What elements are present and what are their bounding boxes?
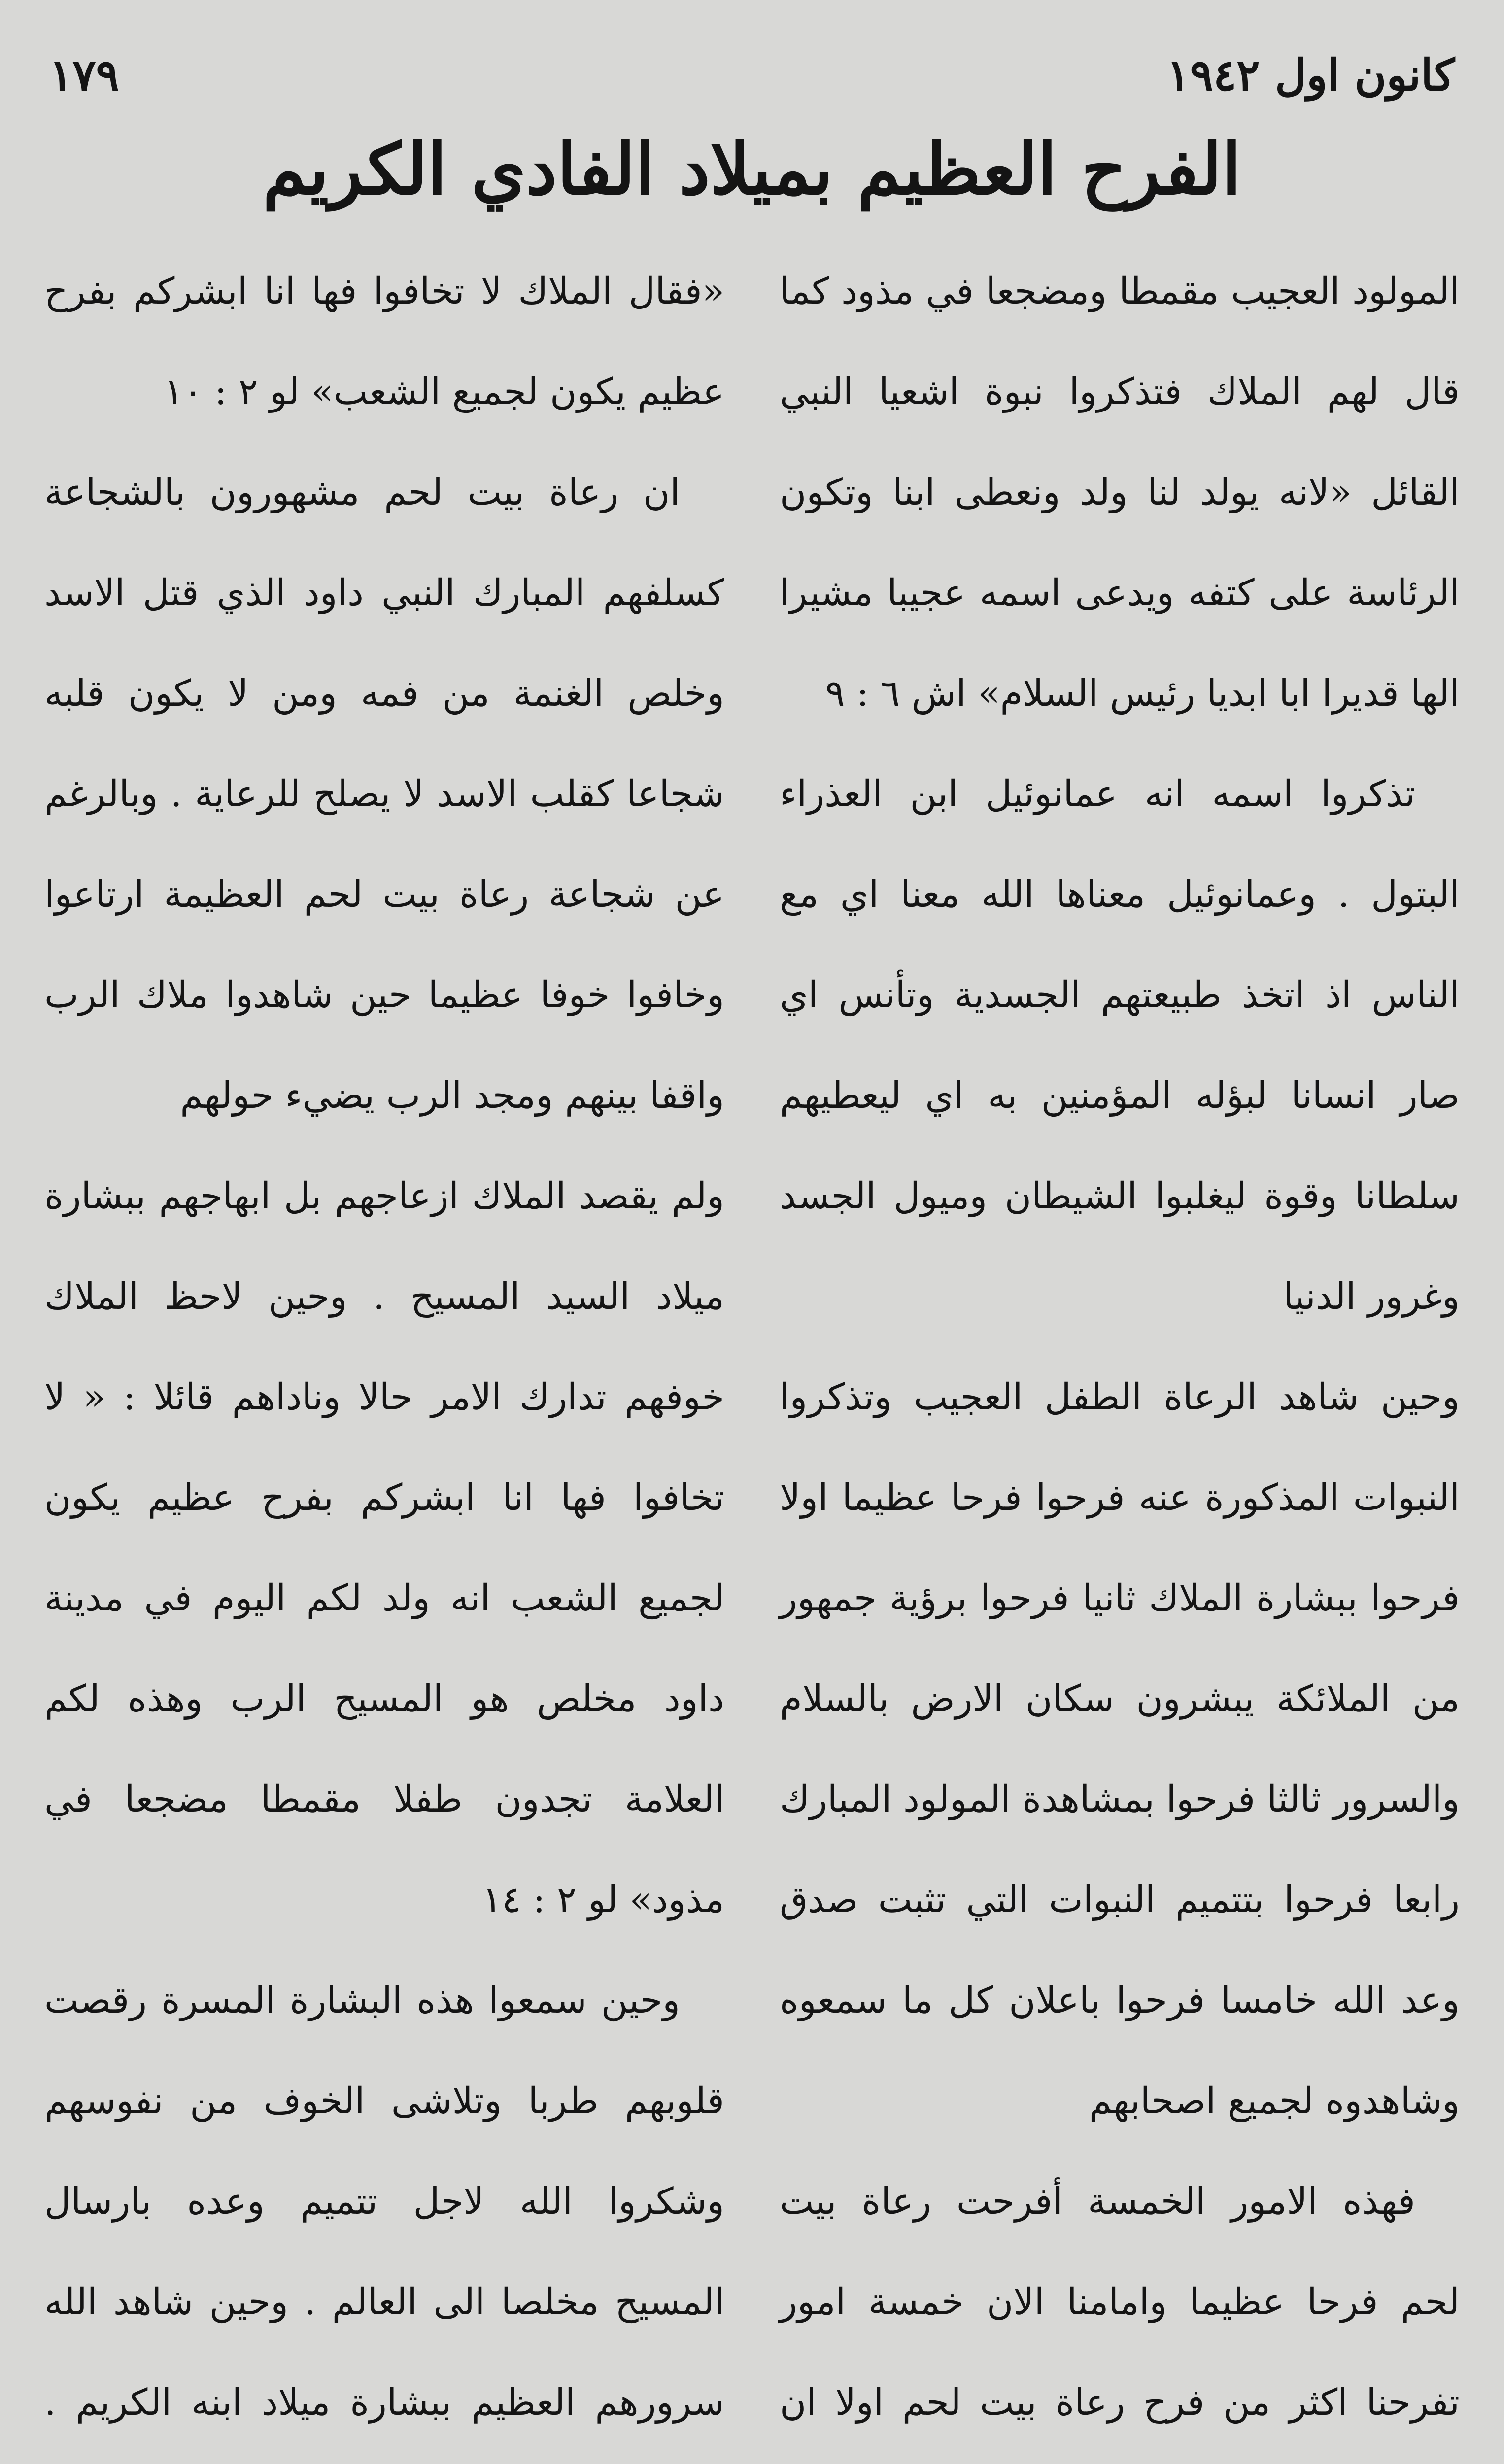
page-header <box>44 39 1460 118</box>
paragraph: وحين شاهد الرعاة الطفل العجيب وتذكروا النبوات المذكورة عنه فرحوا فرحا عظيما اولا فرحوا ببشارة الملاك ثانيا فرحوا برؤية جمهور من الملائكة يبشرون سكان الارض بالسلام والسرور ثالثا فرحوا بمشاهدة المولود المبارك رابعا فرحوا بتتميم النبوات التي تثبت صدق وعد الله خامسا فرحوا باعلان كل ما سمعوه وشاهدوه لجميع اصحابهم <box>780 1376 1460 2122</box>
left-column <box>780 241 1460 2464</box>
issue-date: كانون اول ١٩٤٢ <box>1166 49 1455 101</box>
paragraph: ان رعاة بيت لحم مشهورون بالشجاعة كسلفهم المبارك النبي داود الذي قتل الاسد وخلص الغنمة من فمه ومن لا يكون قلبه شجاعا كقلب الاسد لا يصلح للرعاية . وبالرغم عن شجاعة رعاة بيت لحم العظيمة ارتاعوا وخافوا خوفا عظيما حين شاهدوا ملاك الرب واقفا بينهم ومجد الرب يضيء حولهم <box>44 471 724 1117</box>
article-body <box>44 241 1460 2464</box>
paragraph: ولم يقصد الملاك ازعاجهم بل ابهاجهم ببشارة ميلاد السيد المسيح . وحين لاحظ الملاك خوفهم تدارك الامر حالا وناداهم قائلا : « لا تخافوا فها انا ابشركم بفرح عظيم يكون لجميع الشعب انه ولد لكم اليوم في مدينة داود مخلص هو المسيح الرب وهذه لكم العلامة تجدون طفلا مقمطا مضجعا في مذود» لو ٢ : ١٤ <box>44 1175 724 1921</box>
paragraph: وحين سمعوا هذه البشارة المسرة رقصت قلوبهم طربا وتلاشى الخوف من نفوسهم وشكروا الله لاجل تتميم وعده بارسال المسيح مخلصا الى العالم . وحين شاهد الله سرورهم العظيم ببشارة ميلاد ابنه الكريم . <box>44 1979 724 2424</box>
paragraph: المولود العجيب مقمطا ومضجعا في مذود كما قال لهم الملاك فتذكروا نبوة اشعيا النبي القائل «لانه يولد لنا ولد ونعطى ابنا وتكون الرئاسة على كتفه ويدعى اسمه عجيبا مشيرا الها قديرا ابا ابديا رئيس السلام» اش ٦ : ٩ <box>780 270 1460 715</box>
article-title: الفرح العظيم بميلاد الفادي الكريم <box>263 129 1241 210</box>
paragraph: «فقال الملاك لا تخافوا فها انا ابشركم بفرح عظيم يكون لجميع الشعب» لو ٢ : ١٠ <box>44 270 724 413</box>
paragraph: فهذه الامور الخمسة أفرحت رعاة بيت لحم فرحا عظيما وامامنا الان خمسة امور تفرحنا اكثر من فرح رعاة بيت لحم اولا ان <box>780 2180 1460 2424</box>
paragraph: تذكروا اسمه انه عمانوئيل ابن العذراء البتول . وعمانوئيل معناها الله معنا اي مع الناس اذ اتخذ طبيعتهم الجسدية وتأنس اي صار انسانا لبؤله المؤمنين به اي ليعطيهم سلطانا وقوة ليغلبوا الشيطان وميول الجسد وغرور الدنيا <box>780 773 1460 1318</box>
right-column <box>44 241 724 2464</box>
page-number: ١٧٩ <box>49 49 119 101</box>
